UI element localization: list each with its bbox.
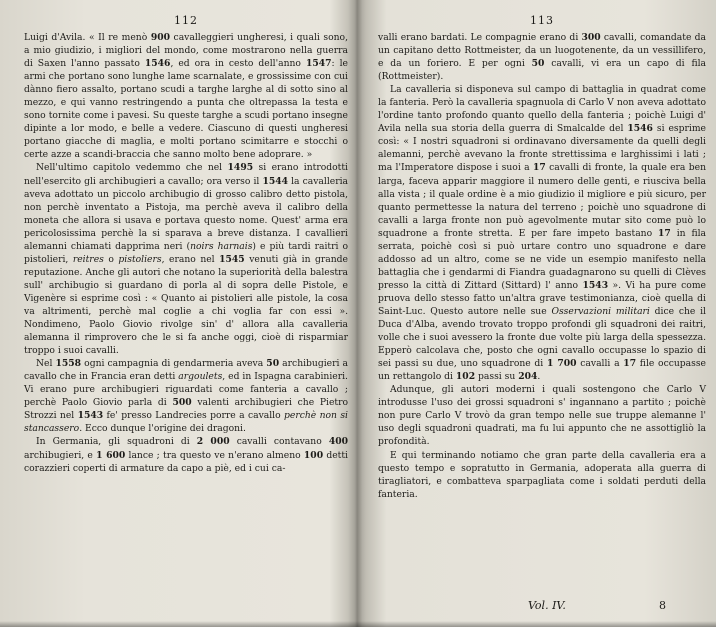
bold-figure: 500 (172, 397, 192, 409)
italic-term: Osservazioni militari (551, 305, 650, 317)
bold-figure: 50 (531, 58, 545, 70)
page-footer (378, 599, 706, 615)
bold-figure: 17 (532, 162, 546, 174)
paragraph: Nel 1558 ogni campagnia di gendarmeria aveva 50 archibugieri a cavallo che in Francia eran detti argoulets, ed in Ispagna carabinieri. Vi erano pure archibugieri riguardati come fanteria a cavallo ; perchè Paolo Giovio parla di 500 valenti archibugieri che Pietro Strozzi nel 1543 fe' presso Landrecies porre a cavallo perchè non si stancassero. Ecco dunque l'origine dei dragoni. (24, 358, 349, 435)
bold-figure: 1546 (144, 58, 171, 70)
paragraph: Nell'ultimo capitolo vedemmo che nel 1495 si erano introdotti nell'esercito gli archibugieri a cavallo; ora verso il 1544 la cavalleria aveva adottato un piccolo archibugio di grosso calibro detto pistola, non perchè inventato a Pistoja, ma perchè aveva il calibro della moneta che allora si usava e portava questo nome. Quest' arma era pericolosissima perchè la si sparava a breve distanza. I cavallieri alemanni chiamati dapprima neri (noirs harnais) e più tardi raitri o pistolieri, reitres o pistoliers, erano nel 1545 venuti già in grande reputazione. Anche gli autori che notano la superiorità della balestra sull' archibugio si guardano di porla al di sopra delle Pistole, e Vigenère si esprime così : « Quanto ai pistolieri alle pistole, la cosa va altrimenti, perchè mal coglie a chi voglia far con essi ». Nondimeno, Paolo Giovio rivolge sin' d' allora alla cavalleria alemanna il rimprovero che le si fa anche oggi, cioè di risparmiar troppo i suoi cavalli. (24, 162, 349, 357)
bold-figure: 2 000 (196, 436, 230, 448)
volume-label: Vol. IV. (528, 599, 566, 612)
bold-figure: 1544 (262, 175, 289, 187)
bold-figure: 1545 (219, 253, 245, 265)
right-page-text (378, 31, 706, 501)
bold-figure: 1543 (582, 279, 609, 291)
bold-figure: 102 (455, 371, 476, 383)
bold-figure: 17 (658, 227, 671, 239)
bold-figure: 300 (581, 32, 601, 43)
italic-term: perchè non si stancassero (24, 410, 348, 435)
italic-term: pistoliers (118, 253, 162, 265)
italic-term: noirs harnais (190, 240, 253, 252)
bold-figure: 1495 (227, 162, 254, 174)
italic-term: reitres (72, 253, 104, 265)
left-page-text (24, 31, 348, 475)
right-page (356, 0, 716, 627)
bold-figure: 50 (266, 358, 280, 370)
paragraph: Adunque, gli autori moderni i quali sostengono che Carlo V introdusse l'uso dei grossi squadroni s' ingannano a partito ; poichè non pure Carlo V trovò da gran tempo nelle sue truppe alemanne l' uso degli squadroni quadrati, ma fu lui appunto che ne assottigliò la profondità. (378, 384, 706, 448)
page-number-left: 112 (174, 14, 198, 27)
bold-figure: 400 (328, 436, 348, 448)
page-number-right: 113 (530, 14, 554, 27)
bold-figure: 900 (150, 32, 170, 43)
bold-figure: 1 600 (96, 449, 126, 461)
bold-figure: 100 (303, 449, 324, 461)
paragraph: Luigi d'Avila. « Il re menò 900 cavalleggieri ungheresi, i quali sono, a mio giudizio, i migliori del mondo, come mostrarono nella guerra di Saxen l'anno passato 1546, ed ora in cesto dell'anno 1547: le armi che portano sono lunghe lame scarnalate, e grossissime con cui dànno fiero assalto, portano scudi a targhe larghe al di sotto sino al mezzo, e qui vanno restringendo a punta che oltrepassa la testa e sono tornite come i pavesi. Su queste targhe a scudi portano insegne dipinte a lor modo, e belle a vedere. Ciascuno di questi ungheresi portano giacche di maglia, e molti portano scimitarre e stocchi o certe azze a scandi-braccia che sanno molto bene adoprare. » (24, 32, 348, 161)
bold-figure: 1 700 (546, 358, 577, 370)
paragraph: valli erano bardati. Le compagnie erano di 300 cavalli, comandate da un capitano detto Rottmeister, da un luogotenente, da un vessillifero, e da un foriero. E per ogni 50 cavalli, vi era un capo di fila (Rottmeister). (378, 32, 707, 83)
bold-figure: 1547 (305, 58, 332, 70)
italic-term: argoulets (178, 371, 223, 383)
paragraph: La cavalleria si disponeva sul campo di battaglia in quadrat come la fanteria. Però la cavalleria spagnuola di Carlo V non aveva adottato l'ordine tanto profondo quanto quello della fanteria ; poichè Luigi d' Avila nella sua storia della guerra di Smalcalde del 1546 si esprime così: « I nostri squadroni si ordinavano diversamente da quelli degli alemanni, perchè avevano la fronte strettissima e larghissimi i lati ; ma l'Imperatore dispose i suoi a 17 cavalli di fronte, la quale era ben larga, faceva apparir maggiore il numero delle genti, e riusciva bella alla vista ; il quale ordine è a mio giudizio il migliore e più sicuro, per quanto permettesse la natura del terreno ; poichè uno squadrone di cavalli a larga fronte non può agevolmente mutar sito come può lo squadrone a fronte stretta. E per fare impeto bastano 17 in fila serrata, poichè così si può urtare contro uno squadrone e dare addosso ad un altro, come se ne vide un esempio manifesto nella battaglia che i gendarmi di Fiandra guadagnarono su quelli di Clèves presso la città di Zittard (Sittard) l' anno 1543 ». Vi ha pure come pruova dello stesso fatto un'altra grave testimonianza, cioè quella di Saint-Luc. Questo autore nelle sue Osservazioni militari dice che il Duca d'Alba, avendo trovato troppo profondi gli squadroni dei raitri, volle che i suoi avessero la fronte due volte più larga della spessezza. Epperò calcolava che, posto che ogni cavallo occupasse lo spazio di sei passi su due, uno squadrone di 1 700 cavalli a 17 file occupasse un rettangolo di 102 passi su 204. (378, 84, 706, 383)
paragraph: In Germania, gli squadroni di 2 000 cavalli contavano 400 archibugieri, e 1 600 lance ; tra questo ve n'erano almeno 100 detti corazzieri coperti di armature da capo a piè, ed i cui ca- (24, 436, 348, 474)
paragraph: E qui terminando notiamo che gran parte della cavalleria era a questo tempo e sopratutto in Germania, adoperata alla guerra di tiragliatori, e combatteva sparpagliata come i soldati perduti della fanteria. (378, 449, 706, 500)
bold-figure: 1546 (627, 123, 653, 135)
bold-figure: 17 (623, 358, 637, 370)
left-page (0, 0, 356, 627)
bold-figure: 1543 (77, 410, 104, 422)
bold-figure: 204 (518, 371, 538, 383)
signature-mark: 8 (659, 599, 666, 612)
bold-figure: 1558 (55, 358, 82, 370)
